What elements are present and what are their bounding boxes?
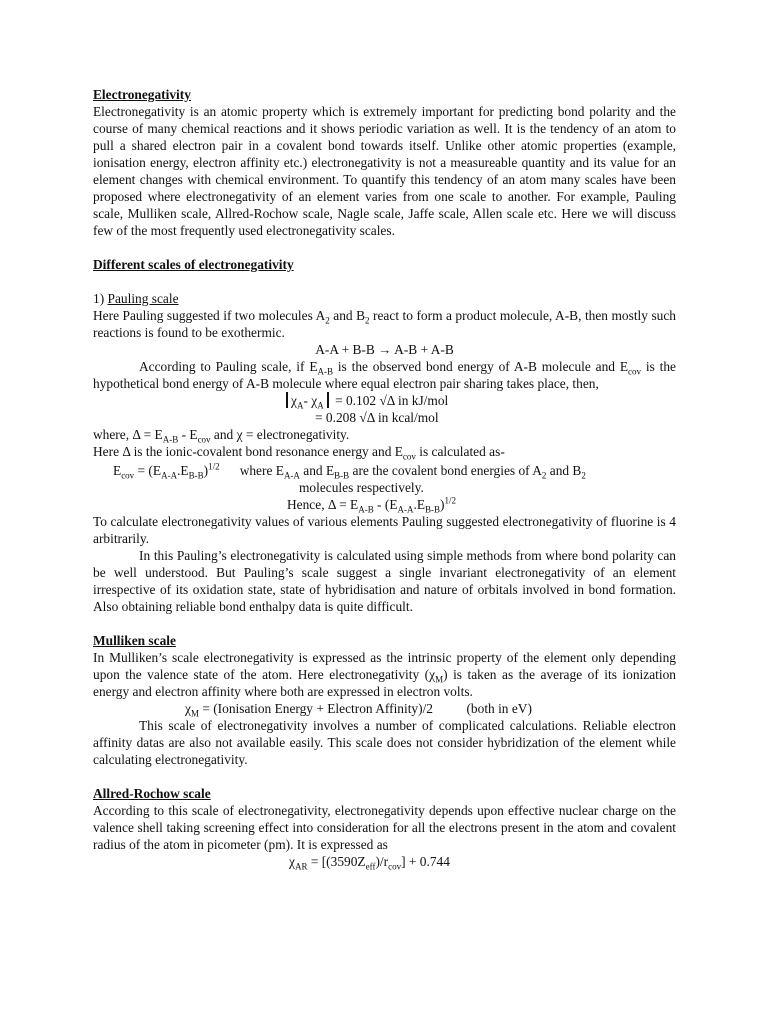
- where-line: [93, 426, 676, 443]
- text-span: ) is taken as the average of its ionization energy and electron affinity where both are expressed in electron volts.: [93, 667, 676, 699]
- text-span: and χ = electronegativity.: [210, 427, 350, 442]
- pauling-title-text: Pauling scale: [107, 291, 179, 306]
- subscript: A-A: [283, 470, 300, 481]
- mulliken-paragraph-1: [93, 649, 676, 700]
- text-span: ): [440, 497, 445, 512]
- allred-equation: [93, 853, 676, 870]
- pauling-title: [93, 290, 676, 307]
- reaction-equation: A-A + B-B → A-B + A-B: [315, 342, 454, 357]
- text-span: E: [113, 463, 122, 478]
- subscript: 2: [581, 470, 586, 481]
- superscript: 1/2: [208, 461, 220, 472]
- text-span: is calculated as-: [415, 444, 505, 459]
- subscript: eff: [365, 861, 376, 872]
- subscript: A-B: [317, 366, 333, 377]
- hence-equation: [93, 496, 676, 513]
- subscript: cov: [402, 451, 416, 462]
- text-span: and E: [299, 463, 335, 478]
- subscript: A-A: [397, 504, 414, 515]
- document-page: [93, 86, 676, 870]
- text-span: are the covalent bond energies of A: [349, 463, 542, 478]
- subscript: cov: [628, 366, 642, 377]
- pauling-paragraph-4: In this Pauling’s electronegativity is calculated using simple methods from where bond polarity can be well understood. But Pauling’s scale suggest a single invariant electronegativity of an element irrespective of its oxidation state, state of hybridisation and nature of orbitals involved in bond formation. Also obtaining reliable bond enthalpy data is quite difficult.: [93, 548, 676, 614]
- pauling-equation-1: [93, 392, 676, 409]
- text-span: is the hypothetical bond energy of A-B molecule where equal electron pair sharing takes place, then,: [93, 359, 676, 391]
- subscript: cov: [121, 470, 135, 481]
- pauling-paragraph-1: [93, 307, 676, 341]
- subscript: B-B: [334, 470, 350, 481]
- text-span: Here Δ is the ionic-covalent bond resonance energy and E: [93, 444, 403, 459]
- text-span: is the observed bond energy of A-B molecule and E: [333, 359, 629, 374]
- text-span: where E: [219, 463, 284, 478]
- allred-paragraph-1: According to this scale of electronegativity, electronegativity depends upon effective nuclear charge on the valence shell taking screening effect into consideration for all the electrons present in the atom and covalent radius of the atom in picometer (pm). It is expressed as: [93, 803, 676, 852]
- subscript: B-B: [425, 504, 441, 515]
- section-heading-scales: Different scales of electronegativity: [93, 257, 294, 272]
- section-heading-electronegativity: Electronegativity: [93, 87, 191, 102]
- text-span: - (E: [373, 497, 398, 512]
- superscript: 1/2: [444, 495, 457, 506]
- text-span: where, Δ = E: [93, 427, 163, 442]
- text-span: = (E: [134, 463, 162, 478]
- ecov-equation: [93, 462, 676, 479]
- here-line: [93, 443, 676, 460]
- subscript: cov: [197, 434, 211, 445]
- text-span: - E: [178, 427, 198, 442]
- abs-bar-right: [327, 392, 329, 408]
- text-span: χ: [289, 854, 295, 869]
- subscript: A: [296, 400, 304, 411]
- subscript: 2: [541, 470, 547, 481]
- subscript: M: [435, 674, 444, 685]
- text-span: ] + 0.744: [401, 854, 450, 869]
- subscript: M: [190, 708, 199, 719]
- section-heading-mulliken: Mulliken scale: [93, 633, 176, 648]
- mulliken-paragraph-2: This scale of electronegativity involves a number of complicated calculations. Reliable electron affinity datas are also not available easily. This scale does not consider hybridization of the element while calculating electronegativity.: [93, 718, 676, 767]
- text-span: Hence, Δ = E: [287, 497, 359, 512]
- subscript: A-B: [162, 434, 179, 445]
- subscript: A: [317, 400, 324, 411]
- text-span: χ: [291, 393, 297, 408]
- pauling-equation-2: = 0.208 √Δ in kcal/mol: [315, 410, 439, 425]
- text-span: .E: [177, 463, 189, 478]
- text-span: and B: [546, 463, 582, 478]
- subscript: B-B: [188, 470, 204, 481]
- text-span: = (Ionisation Energy + Electron Affinity)/2 (both in eV): [198, 701, 532, 716]
- text-span: χ: [185, 701, 191, 716]
- mulliken-equation: [93, 700, 676, 717]
- pauling-paragraph-2: [93, 358, 676, 392]
- text-span: According to Pauling scale, if E: [139, 359, 318, 374]
- ecov-equation-continued: molecules respectively.: [299, 480, 424, 495]
- intro-paragraph: Electronegativity is an atomic property which is extremely important for predicting bond polarity and the course of many chemical reactions and it shows periodic variation as well. It is the tendency of an atom to pull a shared electron pair in a covalent bond towards itself. Unlike other atomic properties (example, ionisation energy, electron affinity etc.) electronegativity is not a measureable quantity and its value for an element changes with chemical environment. To quantify this tendency of an atom many scales have been proposed where electronegativity of an element varies from one scale to another. For example, Pauling scale, Mulliken scale, Allred-Rochow scale, Nagle scale, Jaffe scale, Allen scale etc. Here we will discuss few of the most frequently used electronegativity scales.: [93, 104, 676, 238]
- subscript: 2: [365, 315, 370, 326]
- text-span: - χ: [303, 393, 318, 408]
- text-span: In Mulliken’s scale electronegativity is expressed as the intrinsic property of the element only depending upon the valence state of the atom. Here electronegativity (χ: [93, 650, 676, 682]
- pauling-number: 1): [93, 291, 108, 306]
- section-heading-allred-rochow: Allred-Rochow scale: [93, 786, 211, 801]
- text-span: and B: [329, 308, 366, 323]
- subscript: AR: [294, 861, 308, 872]
- subscript: cov: [388, 861, 402, 872]
- text-span: )/r: [375, 854, 389, 869]
- subscript: A-A: [161, 470, 178, 481]
- text-span: Here Pauling suggested if two molecules A: [93, 308, 326, 323]
- subscript: A-B: [358, 504, 374, 515]
- pauling-paragraph-3: To calculate electronegativity values of various elements Pauling suggested electronegativity of fluorine is 4 arbitrarily.: [93, 514, 676, 546]
- text-span: = [(3590Z: [307, 854, 366, 869]
- abs-bar-left: [286, 392, 288, 408]
- subscript: 2: [325, 315, 330, 326]
- text-span: = 0.102 √Δ in kJ/mol: [331, 393, 449, 408]
- text-span: ): [203, 463, 209, 478]
- text-span: .E: [413, 497, 426, 512]
- text-span: react to form a product molecule, A-B, then mostly such reactions is found to be exothermic.: [93, 308, 676, 340]
